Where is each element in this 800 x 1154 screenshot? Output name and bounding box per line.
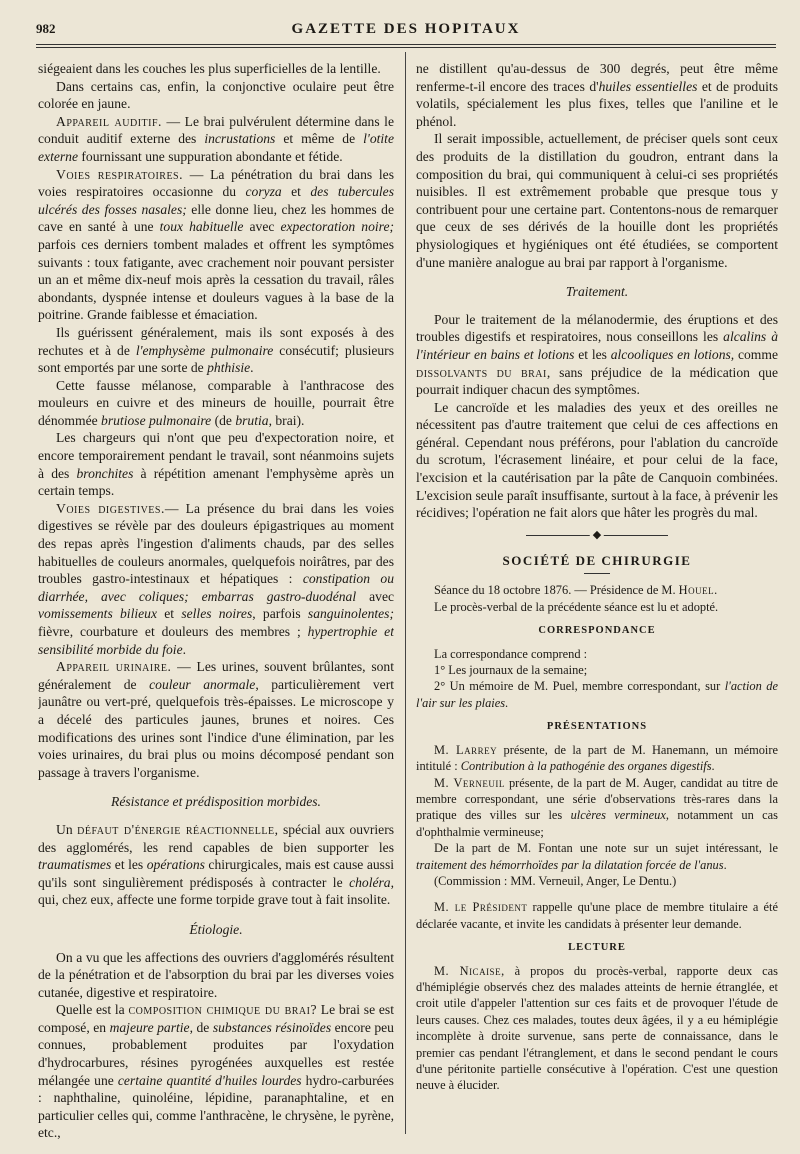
italic-text: phthisie bbox=[207, 360, 251, 376]
paragraph: Dans certains cas, enfin, la conjonctive oculaire peut être colorée en jaune. bbox=[38, 78, 394, 112]
paragraph: siégeaient dans les couches les plus superficielles de la lentille. bbox=[38, 61, 381, 76]
italic-text: l'otite externe bbox=[38, 131, 394, 164]
italic-text: constipation ou diarrhée, avec coliques; embarras gastro-duodénal bbox=[38, 571, 394, 604]
text: hydro-carburées : naphthaline, quinoléine, lépidine, paranaphtaline, et en particulier celles qui, comme l'anthracène, le chrysène, le pyrène, etc., bbox=[38, 1072, 394, 1141]
paragraph bbox=[38, 429, 394, 499]
paragraph-appareil-urinaire bbox=[38, 658, 394, 781]
paragraph bbox=[38, 821, 394, 909]
paragraph bbox=[38, 377, 394, 430]
text: et même de bbox=[275, 131, 364, 147]
text: avec bbox=[243, 219, 281, 235]
section-head: Appareil urinaire. bbox=[56, 659, 172, 675]
italic-text: l'action de l'air sur les plaies bbox=[416, 679, 778, 710]
italic-text: sanguinolentes; bbox=[307, 606, 394, 622]
subheading-etiologie: Étiologie. bbox=[189, 921, 243, 937]
journal-title: GAZETTE DES HOPITAUX bbox=[291, 20, 521, 37]
italic-text: ulcères vermineux bbox=[570, 808, 666, 823]
section-head: Appareil auditif. bbox=[56, 113, 162, 129]
italic-text: brutiose pulmonaire bbox=[101, 412, 212, 428]
header-rule-bottom bbox=[36, 47, 776, 48]
text: , brai). bbox=[268, 412, 305, 428]
text: elle donne lieu, chez les hommes de cave en santé à une bbox=[38, 201, 394, 235]
text: et bbox=[157, 606, 182, 622]
italic-text: l'emphysème pulmonaire bbox=[135, 342, 274, 358]
text: — La pénétration du brai dans les voies respiratoires occasionne du bbox=[38, 166, 394, 200]
italic-text: huiles essentielles bbox=[598, 78, 698, 94]
paragraph-appareil-auditif bbox=[38, 113, 394, 166]
speaker-name: M. Larrey bbox=[434, 742, 498, 757]
italic-text: alcooliques en lotions, bbox=[610, 346, 735, 362]
paragraph: Le cancroïde et les maladies des yeux et des oreilles ne nécessitent pas d'autre traitement que celui de ces affections en général. Cependant nous préférons, pour l'ablation du cancroïde du scrotum, l'écrasement linéaire, et pour celui de la face, l'excision et la cautérisation par la pâte de Canquoin combinées. L'excision seule paraît insuffisante, surtout à la face, à prévenir les récidives; l'opération ne fait alors que hâter les progrès du mal. bbox=[416, 399, 778, 521]
italic-text: opérations bbox=[146, 857, 205, 873]
text: . bbox=[250, 360, 254, 376]
section-head: dissolvants du brai, bbox=[416, 364, 551, 380]
text: . bbox=[714, 583, 718, 598]
text: Cette fausse mélanose, comparable à l'anthracose des mouleurs en cuivre et des mineurs de houille, pourrait être dénommée bbox=[38, 377, 394, 428]
text: ne distillent qu'au-dessus de 300 degrés, peut être même renferme-t-il encore des traces d' bbox=[416, 61, 778, 94]
italic-text: majeure partie bbox=[109, 1019, 190, 1035]
heading-presentations: PRÉSENTATIONS bbox=[546, 721, 648, 733]
paragraph bbox=[38, 1001, 394, 1142]
italic-text: toux habituelle bbox=[159, 219, 244, 235]
italic-text: certaine quantité d'huiles lourdes bbox=[117, 1072, 302, 1088]
italic-text: bronchites bbox=[76, 465, 134, 481]
italic-text: vomissements bilieux bbox=[38, 606, 157, 622]
president-name: Houel bbox=[678, 583, 715, 598]
page-number: 982 bbox=[36, 21, 56, 36]
text: présente, de la part de M. Hanemann, un mémoire intitulé : bbox=[416, 742, 778, 774]
text: — Le brai pulvérulent détermine dans le conduit auditif externe des bbox=[38, 113, 394, 147]
page-header bbox=[36, 18, 776, 40]
text: comme bbox=[734, 346, 778, 362]
paragraph bbox=[416, 60, 778, 130]
paragraph bbox=[38, 324, 394, 377]
paragraph-voies-digestives bbox=[38, 500, 394, 658]
text: sans préjudice de la médication que pourrait indiquer chacun des symptômes. bbox=[416, 364, 778, 398]
text: encore peu connues, probablement produites par l'oxydation d'hydrocarbures, résines pyrogénées auxquelles est restée mélangée une bbox=[38, 1019, 394, 1088]
subheading-traitement: Traitement. bbox=[565, 284, 629, 300]
paragraph: La correspondance comprend : bbox=[434, 646, 588, 661]
society-report bbox=[416, 582, 778, 1093]
text: Pour le traitement de la mélanodermie, des éruptions et des troubles digestifs et respiratoires, nous conseillons les bbox=[416, 311, 778, 345]
seance-line bbox=[416, 582, 778, 598]
spacer bbox=[416, 889, 778, 899]
text: fournissant une suppuration abondante et fétide. bbox=[78, 148, 343, 164]
text: à propos du procès-verbal, rapporte deux cas d'hémiplégie observés chez des malades atteints de hernie étranglée, et croit utile d'appeler l'attention sur ces faits et de provoquer l'étude de leurs causes. Chez ces malades, toutes deux âgées, il y a eu hémiplégie incomplète à droite survenue, sans perte de connaissance, dans le premier cas pendant l'étranglement, et dans le second pendant le cours d'une péritonite partielle consécutive à l'opération. C'est une question neuve à élucider. bbox=[416, 963, 778, 1093]
italic-text: hypertrophie et sensibilité morbide du foie bbox=[38, 624, 394, 657]
paragraph bbox=[416, 678, 778, 711]
italic-text: traumatismes bbox=[38, 857, 112, 873]
text: parfois ces derniers tombent malades et offrent les symptômes suivants : toux fatigante, avec crachement noir pouvant persister un an et même dix-neuf mois après la cessation du travail, râles abondants, dyspnée intense et douleurs vagues à la base de la poitrine. Grande faiblesse et émaciation. bbox=[38, 236, 394, 323]
text: . bbox=[505, 695, 509, 710]
text: . bbox=[711, 759, 715, 774]
section-head: composition chimique du brai? bbox=[128, 1002, 317, 1018]
text: Un bbox=[56, 821, 78, 837]
text: spécial aux ouvriers des agglomérés, les rend capables de bien supporter les bbox=[38, 821, 394, 855]
italic-text: traitement des hémorrhoïdes par la dilatation forcée de l'anus bbox=[416, 857, 724, 872]
speaker-name: M. Verneuil bbox=[434, 775, 505, 790]
text: Séance du 18 octobre 1876. — Présidence de M. bbox=[434, 583, 679, 598]
italic-text: expectoration noire; bbox=[280, 219, 394, 235]
paragraph: Le procès-verbal de la précédente séance est lu et adopté. bbox=[434, 599, 719, 614]
column-divider bbox=[405, 52, 406, 1134]
paragraph: 1° Les journaux de la semaine; bbox=[434, 663, 588, 678]
text: rappelle qu'une place de membre titulaire a été déclarée vacante, et invite les candidats à présenter leur demande. bbox=[416, 900, 778, 931]
text: Les chargeurs qui n'ont que peu d'expectoration noire, et encore temporairement pendant le travail, sont néanmoins sujets à des bbox=[38, 430, 394, 481]
italic-text: choléra bbox=[349, 874, 391, 890]
text: et de produits volatils, spécialement les plus fixes, telles que l'aniline et le phénol. bbox=[416, 78, 778, 129]
text: . bbox=[723, 857, 727, 872]
paragraph bbox=[416, 899, 778, 932]
heading-lecture: LECTURE bbox=[568, 942, 626, 954]
paragraph: (Commission : MM. Verneuil, Anger, Le Dentu.) bbox=[434, 873, 677, 888]
text: — Les urines, souvent brûlantes, sont généralement de bbox=[38, 659, 394, 692]
text: , parfois bbox=[252, 606, 308, 622]
italic-text: couleur anormale bbox=[149, 676, 256, 692]
heading-correspondance: CORRESPONDANCE bbox=[538, 625, 656, 637]
text: Le brai se est composé, en bbox=[38, 1002, 394, 1035]
section-head: Voies digestives. bbox=[56, 500, 165, 516]
italic-text: incrustations bbox=[204, 131, 276, 147]
diamond-icon: ◆ bbox=[590, 527, 604, 545]
italic-text: brutia bbox=[235, 412, 269, 428]
paragraph bbox=[416, 840, 778, 873]
text: (de bbox=[211, 412, 236, 428]
italic-text: substances résinoïdes bbox=[212, 1019, 332, 1035]
text: 2° Un mémoire de M. Puel, membre correspondant, sur bbox=[434, 679, 725, 694]
text: , qui, chez eux, affecte une forme torpide grave tout à fait insolite. bbox=[38, 874, 394, 908]
text: présente, de la part de M. Auger, candidat au titre de membre correspondant, une série d'observations très-rares dans la pratique des villes sur les bbox=[416, 775, 778, 823]
paragraph: Il serait impossible, actuellement, de préciser quels sont ceux des produits de la distillation du goudron, entrant dans la composition du brai, qui communiquent à celui-ci ses propriétés nuisibles. Il est extrêmement probable que presque tous y contribuent pour une certaine part. Contentons-nous de remarquer que ceux de ses dérivés de la houille dont les propriétés physiologiques et hygiéniques ont été étudiées, se comportent d'une manière analogue au brai par rapport à l'organisme. bbox=[416, 131, 778, 270]
text: et bbox=[281, 184, 311, 200]
text: Ils guérissent généralement, mais ils sont exposés à des rechutes et à de bbox=[38, 324, 394, 358]
italic-text: Contribution à la pathogénie des organes digestifs bbox=[460, 759, 712, 774]
text: , particulièrement vert jaunâtre ou vert-pré, quelquefois très-épaisses. Le microscope y a décelé des particules jaunes, brunes et noires. Ces modifications des urines sont l'indice d'une élimination, par les voies urinaires, du brai plus ou moins décomposé pendant son passage à travers l'organisme. bbox=[38, 676, 394, 780]
text: et les bbox=[574, 346, 611, 362]
text: , de bbox=[189, 1019, 213, 1035]
text: à répétition amenant l'emphysème après un certain temps. bbox=[38, 465, 394, 499]
text: avec bbox=[356, 588, 394, 604]
italic-text: coryza bbox=[245, 184, 282, 200]
speaker-name: M. le Président bbox=[434, 900, 528, 915]
italic-text: selles noires bbox=[181, 606, 253, 622]
short-rule bbox=[584, 573, 610, 574]
text: , notamment un cas d'ophthalmie vermineuse; bbox=[416, 808, 778, 839]
section-head: défaut d'énergie réactionnelle, bbox=[77, 821, 279, 837]
text: consécutif; plusieurs sont emportés par une sorte de bbox=[38, 342, 394, 376]
paragraph bbox=[416, 775, 778, 841]
society-title: SOCIÉTÉ DE CHIRURGIE bbox=[502, 552, 692, 568]
paragraph-voies-respiratoires bbox=[38, 166, 394, 324]
paragraph bbox=[416, 963, 778, 1094]
italic-text: alcalins à l'intérieur en bains et lotions bbox=[416, 329, 778, 362]
ornament-rule bbox=[416, 526, 778, 544]
text: . bbox=[182, 641, 187, 657]
text: De la part de M. Fontan une note sur un sujet intéressant, le bbox=[434, 841, 778, 856]
text: chirurgicales, mais est cause aussi qu'ils sont singulièrement prédisposés à contracter le bbox=[38, 857, 394, 890]
text: — La présence du brai dans les voies digestives se révèle par des douleurs épigastriques au moment des repas après l'ingestion d'aliments chauds, par des selles habituelles de couleurs anormales, quelquefois noirâtres, par des troubles gastro-intestinaux et hépatiques : bbox=[38, 500, 394, 587]
text: fièvre, courbature et douleurs des membres ; bbox=[38, 624, 308, 639]
paragraph bbox=[416, 742, 778, 775]
subheading-resistance: Résistance et prédisposition morbides. bbox=[111, 794, 321, 810]
right-column bbox=[416, 60, 778, 1154]
left-column bbox=[38, 60, 394, 1154]
italic-text: des tubercules ulcérés des fosses nasales; bbox=[38, 184, 394, 217]
text: et les bbox=[111, 857, 147, 873]
paragraph: On a vu que les affections des ouvriers d'agglomérés résultent de la pénétration et de l'absorption du brai par les diverses voies cutanée, digestive et respiratoire. bbox=[38, 949, 394, 1000]
speaker-name: M. Nicaise, bbox=[434, 963, 505, 978]
text: Quelle est la bbox=[56, 1002, 129, 1018]
header-rule-top bbox=[36, 44, 776, 45]
paragraph bbox=[416, 311, 778, 399]
section-head: Voies respiratoires. bbox=[56, 166, 184, 182]
